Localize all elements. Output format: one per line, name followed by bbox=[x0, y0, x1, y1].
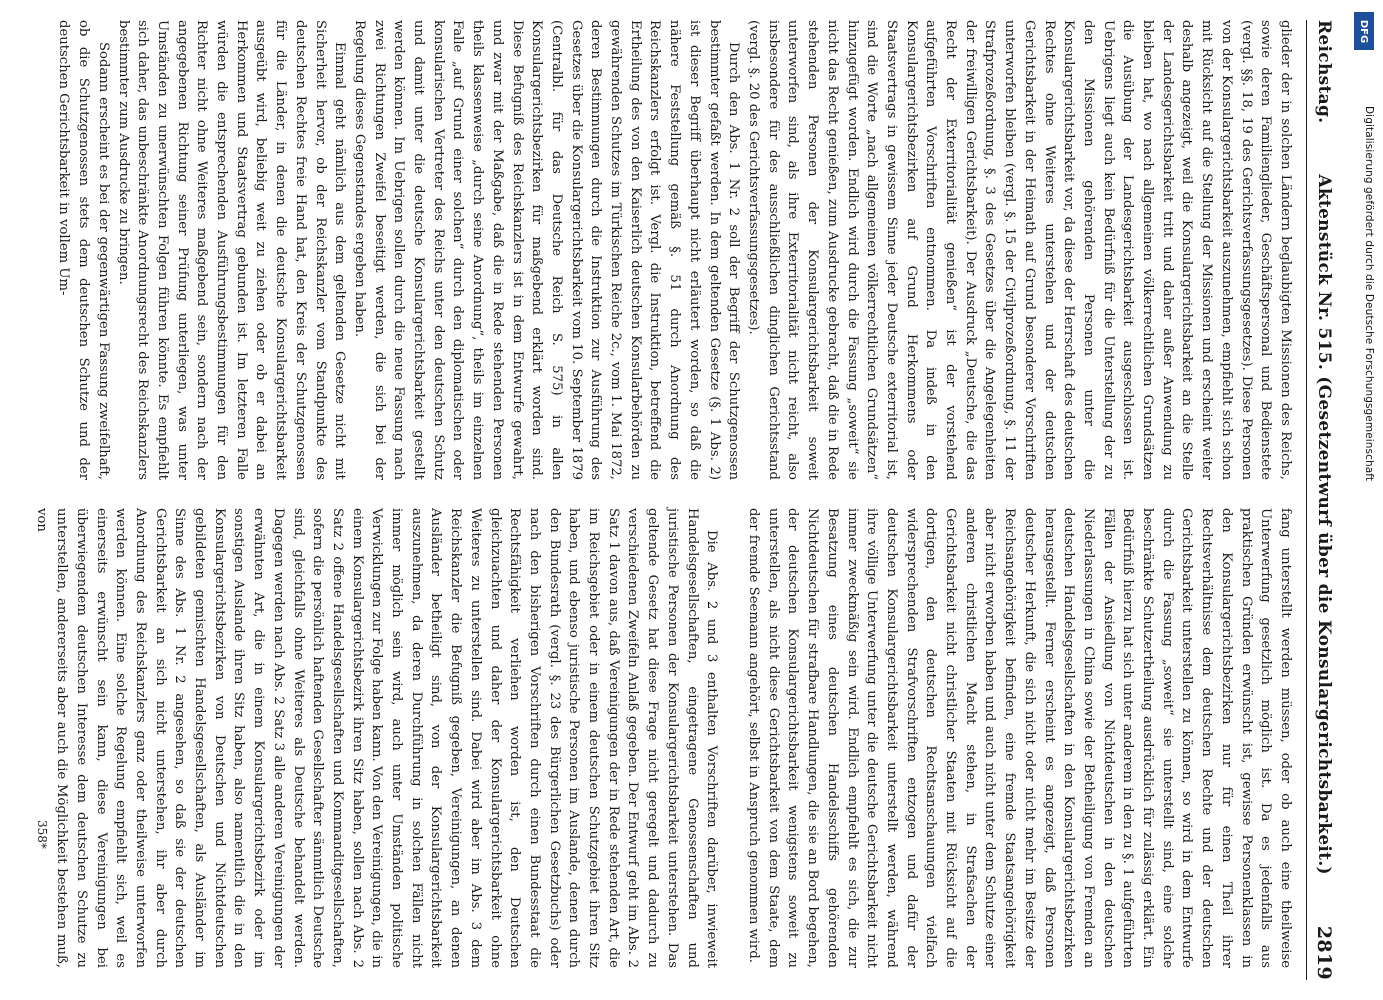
document-page bbox=[25, 20, 1341, 980]
dfg-logo-icon: DFG bbox=[1354, 12, 1374, 50]
digitization-sidebar bbox=[1352, 6, 1376, 1000]
text-column-left bbox=[55, 20, 1295, 480]
paragraph: Einmal geht nämlich aus dem geltenden Gesetze nicht mit Sicherheit hervor, ob der Reichskanzler vom Standpunkte des deutschen Rechtes freie Hand hat, den Kreis der Schutzgenossen für die Länder, in denen die deutsche Konsulargerichtsbarkeit ausgeübt wird, beliebig weit zu ziehen oder ob er dabei an Herkommen und Staatsvertrag gebunden ist. Im letzteren Falle würden die entsprechenden Ausführungsbestimmungen für den Richter nicht ohne Weiteres maßgebend sein, sondern nach der angegebenen Richtung seiner Prüfung unterliegen, was unter Umständen zu unerwünschten Folgen führen könnte. Es empfiehlt sich daher, das unbeschränkte Anordnungsrecht des Reichskanzlers bestimmter zum Ausdrucke zu bringen. bbox=[115, 20, 348, 480]
header-left: Reichstag. bbox=[1314, 20, 1334, 124]
digitization-credit: Digitalisierung gefördert durch die Deutsche Forschungsgemeinschaft bbox=[1363, 106, 1375, 482]
sheet-marker: 358* bbox=[35, 820, 49, 849]
paragraph: Die Abs. 2 und 3 enthalten Vorschriften darüber, inwieweit Handelsgesellschaften, eingetragene Genossenschaften und juristische Personen der Konsulargerichtsbarkeit unterstehen. Das geltende Gesetz hat diese Frage nicht geregelt und dadurch zu verschiedenen Zweifeln Anlaß gegeben. Der Entwurf geht im Abs. 2 Satz 1 davon aus, daß Vereinigungen der in Rede stehenden Art, die im Reichsgebiet oder in einem deutschen Schutzgebiet ihren Sitz haben, und ebenso juristische Personen im Auslande, denen durch den Bundesrath (vergl. §. 23 des Bürgerlichen Gesetzbuchs) oder nach den bisherigen Vorschriften durch einen Bundesstaat die Rechtsfähigkeit verliehen worden ist, den Deutschen gleichzuachten und daher der Konsulargerichtsbarkeit ohne Weiteres zu unterstellen sind. Dabei wird aber im Abs. 3 dem Reichskanzler die Befugniß gegeben, Vereinigungen, an denen Ausländer betheiligt sind, von der Konsulargerichtsbarkeit auszunehmen, da deren Durchführung in solchen Fällen nicht immer möglich sein wird, auch unter Umständen politische Verwicklungen zur Folge haben kann. Von den Vereinigungen, die in einem Konsulargerichtsbezirk ihren Sitz haben, sollen nach Abs. 2 Satz 2 offene Handelsgesellschaften und Kommanditgesellschaften, sofern die persönlich haftenden Gesellschafter sämmtlich Deutsche sind, gleichfalls ohne Weiteres als Deutsche behandelt werden. Dagegen werden nach Abs. 2 Satz 3 alle anderen Vereinigungen der erwähnten Art, die in einem Konsulargerichtsbezirk oder im sonstigen Auslande ihren Sitz haben, also namentlich die in den Konsulargerichtsbezirken von Deutschen und Nichtdeutschen gebildeten gemischten Handelsgesellschaften, als Ausländer im Sinne des Abs. 1 Nr. 2 angesehen, so daß sie der deutschen Gerichtsbarkeit an sich nicht unterstehen, ihr aber durch Anordnung des Reichskanzlers ganz oder theilweise unterworfen werden können. Eine solche Regelung empfiehlt sich, weil es einerseits erwünscht sein kann, diese Vereinigungen bei überwiegendem deutschen Interesse dem deutschen Schutze zu unterstellen, andererseits aber auch die Möglichkeit bestehen muß, von bbox=[34, 508, 720, 968]
paragraph: glieder der in solchen Ländern beglaubigten Missionen des Reichs, sowie deren Familienglieder, Geschäftspersonal und Bedienstete (vergl. §§. 18, 19 des Gerichtsverfassungsgesetzes). Diese Personen von der Konsulargerichtsbarkeit auszunehmen, empfiehlt sich schon mit Rücksicht auf die Stellung der Missionen und erscheint weiter deshalb angezeigt, weil die Konsulargerichtsbarkeit an die Stelle der Landesgerichtsbarkeit tritt und daher außer Anwendung zu bleiben hat, wo nach allgemeinen völkerrechtlichen Grundsätzen die Ausübung der Landesgerichtsbarkeit ausgeschlossen ist. Uebrigens liegt auch kein Bedürfniß für die Unterstellung der zu den Missionen gehörenden Personen unter die Konsulargerichtsbarkeit vor, da diese der Herrschaft des deutschen Rechtes ohne Weiteres unterstehen und der deutschen Gerichtsbarkeit in der Heimath auf Grund besonderer Vorschriften unterworfen bleiben (vergl. §. 15 der Civilprozeßordnung, §. 11 der Strafprozeßordnung, §. 3 des Gesetzes über die Angelegenheiten der freiwilligen Gerichtsbarkeit). Der Ausdruck „Deutsche, die das Recht der Exterritorialität genießen“ ist der vorstehend aufgeführten Vorschriften entnommen. Da indeß in den Konsulargerichtsbezirken auf Grund Herkommens oder Staatsvertrags in gewissem Sinne jeder Deutsche exterritorial ist, sind die Worte „nach allgemeinen völkerrechtlichen Grundsätzen“ hinzugefügt worden. Endlich wird durch die Fassung „soweit“ sie nicht das Recht genießen, zum Ausdrucke gebracht, daß die in Rede stehenden Personen der Konsulargerichtsbarkeit soweit unterworfen sind, als ihre Exterritorialität nicht reicht, also insbesondere für des ausschließlichen dinglichen Gerichtsstand (vergl. §. 20 des Gerichtsverfassungsgesetzes). bbox=[746, 20, 1293, 480]
header-title: Aktenstück Nr. 515. (Gesetzentwurf über die Konsulargerichtsbarkeit.) bbox=[1314, 174, 1334, 875]
page-header bbox=[1306, 20, 1341, 980]
paragraph: Durch den Abs. 1 Nr. 2 soll der Begriff der Schutzgenossen bestimmter gefaßt werden. In dem geltenden Gesetze (§. 1 Abs. 2) ist dieser Begriff überhaupt nicht erläutert worden, so daß die nähere Feststellung gemäß §. 51 durch Anordnung des Reichskanzlers erfolgt ist. Vergl. die Instruktion, betreffend die Ertheilung des von den Kaiserlich deutschen Konsularbehörden zu gewährenden Schutzes im Türkischen Reiche 2c., vom 1. Mai 1872, deren Bestimmungen durch die Instruktion zur Ausführung des Gesetzes über die Konsulargerichtsbarkeit vom 10. September 1879 (Centralbl. für das Deutsche Reich S. 575) in allen Konsulargerichtsbezirken für maßgebend erklärt worden sind. Diese Befugniß des Reichskanzlers ist in dem Entwurfe gewahrt, und zwar mit der Maßgabe, daß die in Rede stehenden Personen theils klassenweise „durch seine Anordnung“, theils im einzelnen Falle „auf Grund einer solchen“ durch den diplomatischen oder konsularischen Vertreter des Reichs unter den deutschen Schutz und damit unter die deutsche Konsulargerichtsbarkeit gestellt werden können. Im Uebrigen sollen durch die neue Fassung nach zwei Richtungen Zweifel beseitigt werden, die sich bei der Regelung dieses Gegenstandes ergeben haben. bbox=[351, 20, 742, 480]
paragraph: Sodann erscheint es bei der gegenwärtigen Fassung zweifelhaft, ob die Schutzgenossen stets dem deutschen Schutze und der deutschen Gerichtsbarkeit in vollem Um- bbox=[56, 20, 111, 480]
paragraph: fang unterstellt werden müssen, oder ob auch eine theilweise Unterwerfung gesetzlich möglich ist. Da es jedenfalls aus praktischen Gründen erwünscht ist, gewisse Personenklassen in den Konsulargerichtsbezirken nur für einen Theil ihrer Rechtsverhältnisse dem deutschen Rechte und der deutschen Gerichtsbarkeit unterstellen zu können, so wird in dem Entwurfe durch die Fassung „soweit“ sie unterstellt sind, eine solche beschränkte Schutzertheilung ausdrücklich für zulässig erklärt. Ein Bedürfniß hierzu hat sich unter anderem in den zu §. 1 aufgeführten Fällen der Ansiedlung von Nichtdeutschen in den deutschen Niederlassungen in China sowie der Betheiligung von Fremden an deutschen Handelsgesellschaften in den Konsulargerichtsbezirken herausgestellt. Ferner erscheint es angezeigt, daß Personen deutscher Herkunft, die sich nicht oder nicht mehr im Besitze der Reichsangehörigkeit befinden, eine fremde Staatsangehörigkeit aber nicht erworben haben und auch nicht unter dem Schutze einer anderen christlichen Macht stehen, in Strafsachen der Gerichtsbarkeit nicht christlicher Staaten mit Rücksicht auf die dortigen, den deutschen Rechtsanschauungen vielfach widersprechenden Strafvorschriften entzogen und dafür der deutschen Konsulargerichtsbarkeit unterstellt werden, während ihre völlige Unterwerfung unter die deutsche Gerichtsbarkeit nicht immer zweckmäßig sein wird. Endlich empfiehlt es sich, die zur Besatzung eines deutschen Handelsschiffs gehörenden Nichtdeutschen für strafbare Handlungen, die sie an Bord begehen, der deutschen Konsulargerichtsbarkeit wenigstens soweit zu unterstellen, als nicht diese Gerichtsbarkeit von dem Staate, dem der fremde Seemann angehört, selbst in Anspruch genommen wird. bbox=[746, 508, 1293, 968]
page-number: 2819 bbox=[1313, 925, 1335, 980]
